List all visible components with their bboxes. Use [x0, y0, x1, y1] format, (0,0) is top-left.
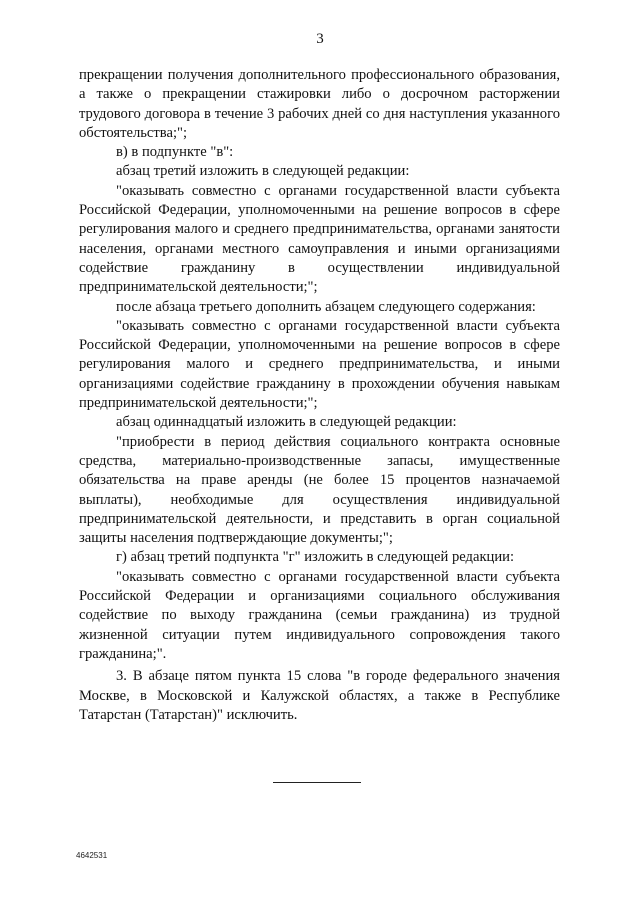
paragraph-4: "оказывать совместно с органами государственной власти субъекта Российской Федерации, уполномоченными на решение вопросов в сфере регулирования малого и среднего предпринимательства, органами занятости населения, органами местного самоуправления и иными организациями содействие гражданину в осуществлении индивидуальной предпринимательской деятельности;";	[79, 182, 560, 296]
paragraph-2: в) в подпункте "в":	[116, 144, 234, 161]
paragraph-11: 3. В абзаце пятом пункта 15 слова "в городе федерального значения Москве, в Московской и Калужской областях, а также в Республике Татарстан (Татарстан)" исключить.	[79, 668, 560, 723]
paragraph-10: "оказывать совместно с органами государственной власти субъекта Российской Федерации и организациями социального обслуживания содействие по выходу гражданина (семьи гражданина) из трудной жизненной ситуации путем индивидуального сопровождения такого гражданина;".	[79, 568, 560, 662]
paragraph-7: абзац одиннадцатый изложить в следующей редакции:	[116, 414, 457, 431]
paragraph-3: абзац третий изложить в следующей редакции:	[116, 163, 410, 180]
page-number: 3	[316, 31, 324, 47]
paragraph-6: "оказывать совместно с органами государственной власти субъекта Российской Федерации, уполномоченными на решение вопросов в сфере регулирования малого и среднего предпринимательства, и иными организациями содействие гражданину в прохождении обучения навыкам предпринимательской деятельности;";	[79, 317, 560, 412]
paragraph-9: г) абзац третий подпункта "г" изложить в следующей редакции:	[116, 549, 515, 566]
separator-line	[273, 782, 361, 783]
paragraph-8: "приобрести в период действия социального контракта основные средства, материально-производственные запасы, имущественные обязательства на праве аренды (не более 15 процентов назначаемой выплаты), необходимые для осуществления индивидуальной предпринимательской деятельности, и представить в орган социальной защиты населения подтверждающие документы;";	[79, 433, 560, 547]
document-body	[79, 66, 560, 725]
paragraph-5: после абзаца третьего дополнить абзацем следующего содержания:	[116, 298, 536, 315]
document-code: 4642531	[76, 851, 108, 860]
paragraph-1: прекращении получения дополнительного профессионального образования, а также о прекращении стажировки либо о досрочном расторжении трудового договора в течение 3 рабочих дней со дня наступления указанного обстоятельства;";	[79, 67, 560, 141]
